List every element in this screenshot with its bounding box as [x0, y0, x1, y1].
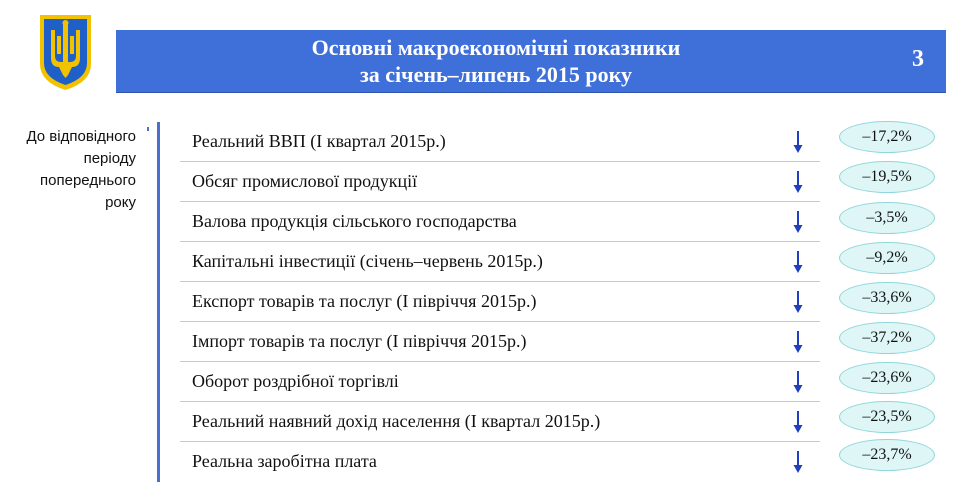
down-arrow-icon [792, 370, 804, 394]
coat-of-arms-icon [37, 12, 94, 92]
indicator-label: Капітальні інвестиції (січень–червень 2015р.) [192, 251, 543, 271]
indicator-row [180, 322, 820, 362]
indicator-row [180, 282, 820, 322]
indicator-value-badge: –33,6% [839, 282, 935, 314]
down-arrow-icon [792, 250, 804, 274]
side-label-line-3: попереднього [40, 172, 136, 189]
indicator-row [180, 242, 820, 282]
title-line-1: Основні макроекономічні показники [311, 35, 681, 60]
down-arrow-icon [792, 330, 804, 354]
down-arrow-icon [792, 410, 804, 434]
indicator-row [180, 122, 820, 162]
indicator-value-badge: –3,5% [839, 202, 935, 234]
indicator-row [180, 362, 820, 402]
side-label-line-1: До відповідного [26, 128, 136, 145]
indicator-label: Валова продукція сільського господарства [192, 211, 517, 231]
indicator-label: Імпорт товарів та послуг (І півріччя 2015р.) [192, 331, 527, 351]
indicator-row [180, 442, 820, 482]
indicator-label: Реальна заробітна плата [192, 451, 377, 471]
indicator-row [180, 402, 820, 442]
down-arrow-icon [792, 130, 804, 154]
indicator-value-badge: –23,7% [839, 439, 935, 471]
indicator-value-badge: –17,2% [839, 121, 935, 153]
indicator-value-badge: –19,5% [839, 161, 935, 193]
comparison-period-label [0, 126, 136, 214]
indicator-label: Реальний наявний дохід населення (І квартал 2015р.) [192, 411, 601, 431]
indicator-value-badge: –23,6% [839, 362, 935, 394]
down-arrow-icon [792, 210, 804, 234]
indicator-row [180, 162, 820, 202]
title-line-2: за січень–липень 2015 року [359, 62, 633, 87]
vertical-divider [157, 122, 160, 482]
indicator-label: Обсяг промислової продукції [192, 171, 418, 191]
header-banner [116, 30, 946, 92]
slide-number: 3 [912, 46, 924, 72]
indicator-value-badge: –23,5% [839, 401, 935, 433]
indicator-value-badge: –37,2% [839, 322, 935, 354]
indicator-row [180, 202, 820, 242]
page-title [116, 34, 876, 88]
down-arrow-icon [792, 170, 804, 194]
side-label-line-2: періоду [83, 150, 136, 167]
indicator-value-badge: –9,2% [839, 242, 935, 274]
divider-tick [147, 127, 149, 131]
down-arrow-icon [792, 450, 804, 474]
indicator-label: Реальний ВВП (І квартал 2015р.) [192, 131, 446, 151]
down-arrow-icon [792, 290, 804, 314]
side-label-line-4: року [105, 194, 136, 211]
indicator-label: Оборот роздрібної торгівлі [192, 371, 399, 391]
indicator-list [180, 122, 820, 482]
indicator-label: Експорт товарів та послуг (І півріччя 2015р.) [192, 291, 537, 311]
